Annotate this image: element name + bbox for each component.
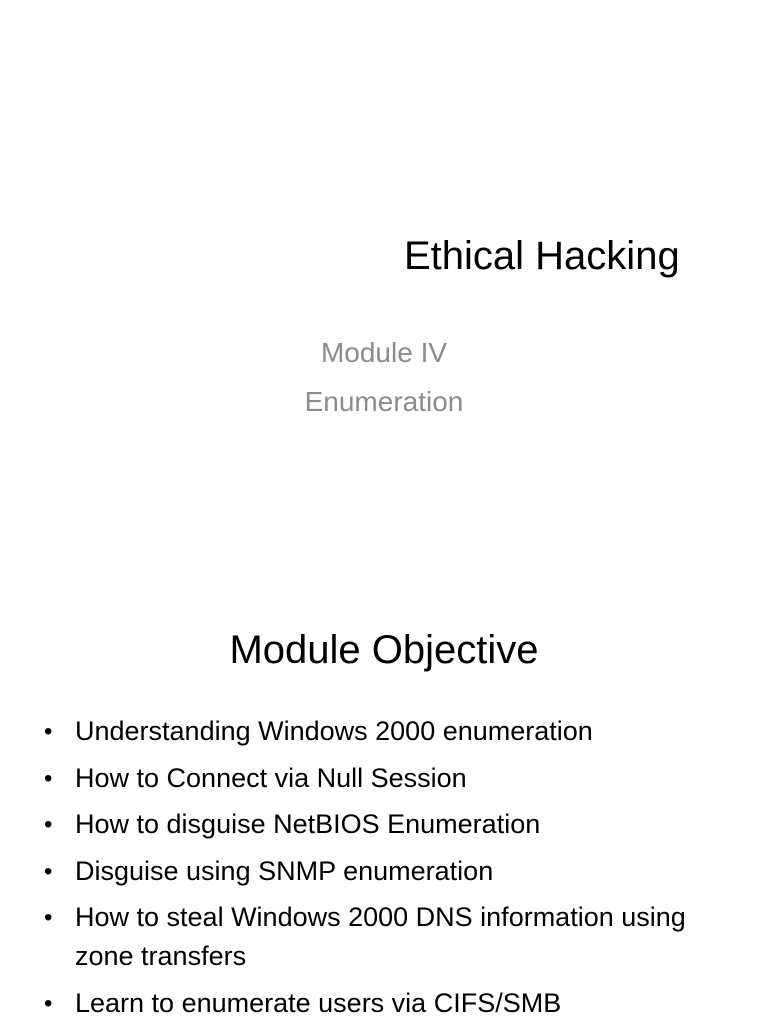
bullet-icon: • (44, 857, 53, 885)
bullet-item (0, 805, 768, 844)
bullet-text: Learn to enumerate users via CIFS/SMB (75, 987, 562, 1018)
bullet-icon: • (44, 904, 53, 931)
objective-title: Module Objective (229, 628, 539, 672)
bullet-item (0, 898, 768, 976)
bullet-icon: • (44, 764, 53, 792)
bullet-item (0, 712, 768, 751)
bullet-text: Understanding Windows 2000 enumeration (75, 716, 593, 746)
bullet-text: How to Connect via Null Session (75, 762, 467, 793)
bullet-item (0, 984, 768, 1023)
bullet-text: How to steal Windows 2000 DNS information using zone transfers (75, 902, 686, 971)
objective-bullet-list (0, 712, 768, 1030)
bullet-text: How to disguise NetBIOS Enumeration (75, 809, 541, 839)
slide-title: Ethical Hacking (404, 234, 680, 278)
slide-subtitle-topic: Enumeration (304, 386, 464, 417)
bullet-item (0, 759, 768, 798)
bullet-text: Disguise using SNMP enumeration (75, 855, 494, 886)
bullet-icon: • (44, 811, 53, 838)
bullet-item (0, 852, 768, 891)
bullet-icon: • (44, 989, 53, 1017)
slide-subtitle-module: Module IV (320, 337, 448, 368)
bullet-icon: • (44, 718, 53, 745)
